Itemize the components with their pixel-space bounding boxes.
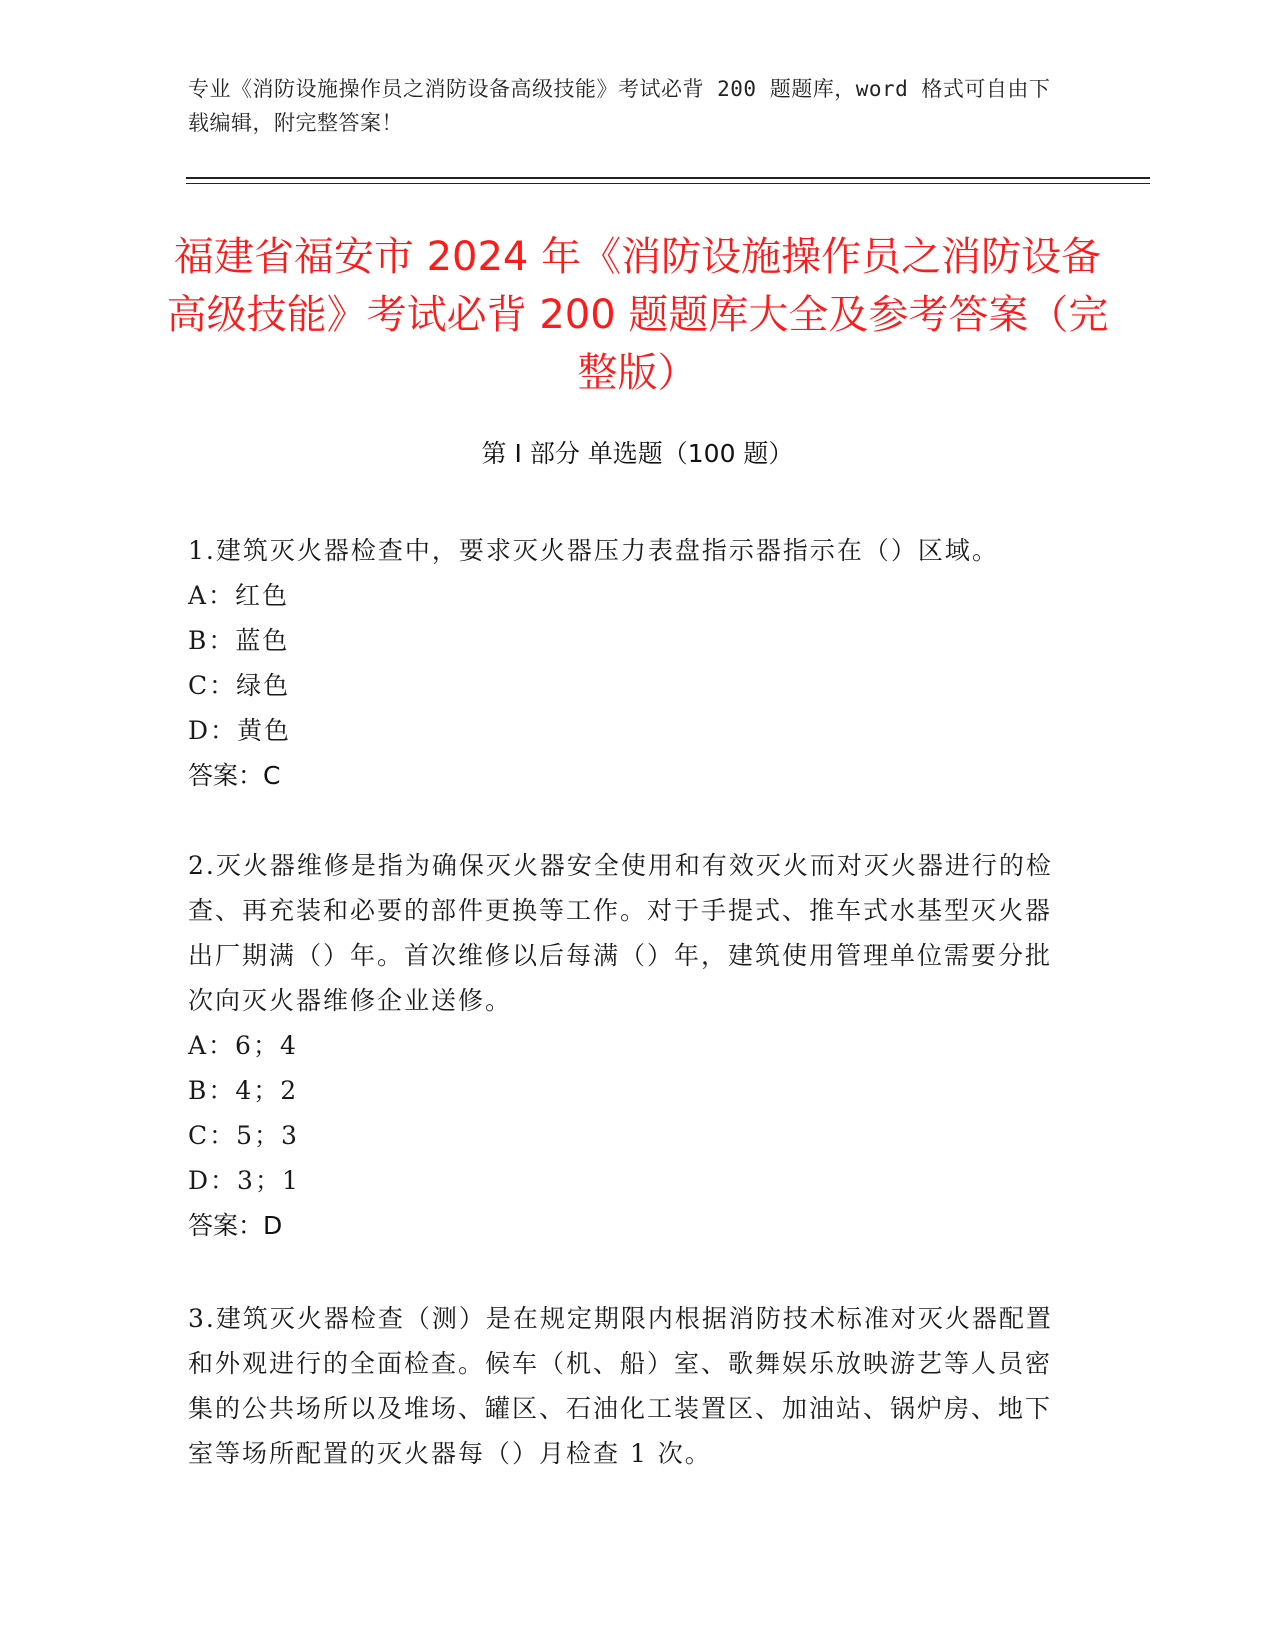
answer: 答案：C xyxy=(188,761,281,790)
document-title: 福建省福安市 2024 年《消防设施操作员之消防设备高级技能》考试必背 200 题题库大全及参考答案（完整版） xyxy=(166,234,1109,396)
option-a: A：6；4 xyxy=(188,1031,298,1060)
header-divider-thick xyxy=(186,177,1150,179)
question-3 xyxy=(188,1296,1068,1476)
question-stem: 2.灭火器维修是指为确保灭火器安全使用和有效灭火而对灭火器进行的检查、再充装和必要的部件更换等工作。对于手提式、推车式水基型灭火器出厂期满（）年。首次维修以后每满（）年，建筑使用管理单位需要分批次向灭火器维修企业送修。 xyxy=(188,851,1053,1015)
option-b: B：蓝色 xyxy=(188,626,290,655)
question-1 xyxy=(188,528,1068,798)
question-stem: 3.建筑灭火器检查（测）是在规定期限内根据消防技术标准对灭火器配置和外观进行的全面检查。候车（机、船）室、歌舞娱乐放映游艺等人员密集的公共场所以及堆场、罐区、石油化工装置区、加油站、锅炉房、地下室等场所配置的灭火器每（）月检查 1 次。 xyxy=(188,1304,1053,1468)
option-c: C：绿色 xyxy=(188,671,291,700)
answer: 答案：D xyxy=(188,1211,283,1240)
option-c: C：5；3 xyxy=(188,1121,299,1150)
section-heading: 第 I 部分 单选题（100 题） xyxy=(481,439,794,468)
question-stem: 1.建筑灭火器检查中，要求灭火器压力表盘指示器指示在（）区域。 xyxy=(188,536,999,565)
question-2 xyxy=(188,843,1068,1248)
option-d: D：黄色 xyxy=(188,716,292,745)
header-note: 专业《消防设施操作员之消防设备高级技能》考试必背 200 题题库，word 格式可自由下载编辑，附完整答案！ xyxy=(188,77,1051,135)
option-d: D：3；1 xyxy=(188,1166,300,1195)
option-a: A：红色 xyxy=(188,581,290,610)
header-divider-thin xyxy=(186,183,1150,184)
option-b: B：4；2 xyxy=(188,1076,299,1105)
